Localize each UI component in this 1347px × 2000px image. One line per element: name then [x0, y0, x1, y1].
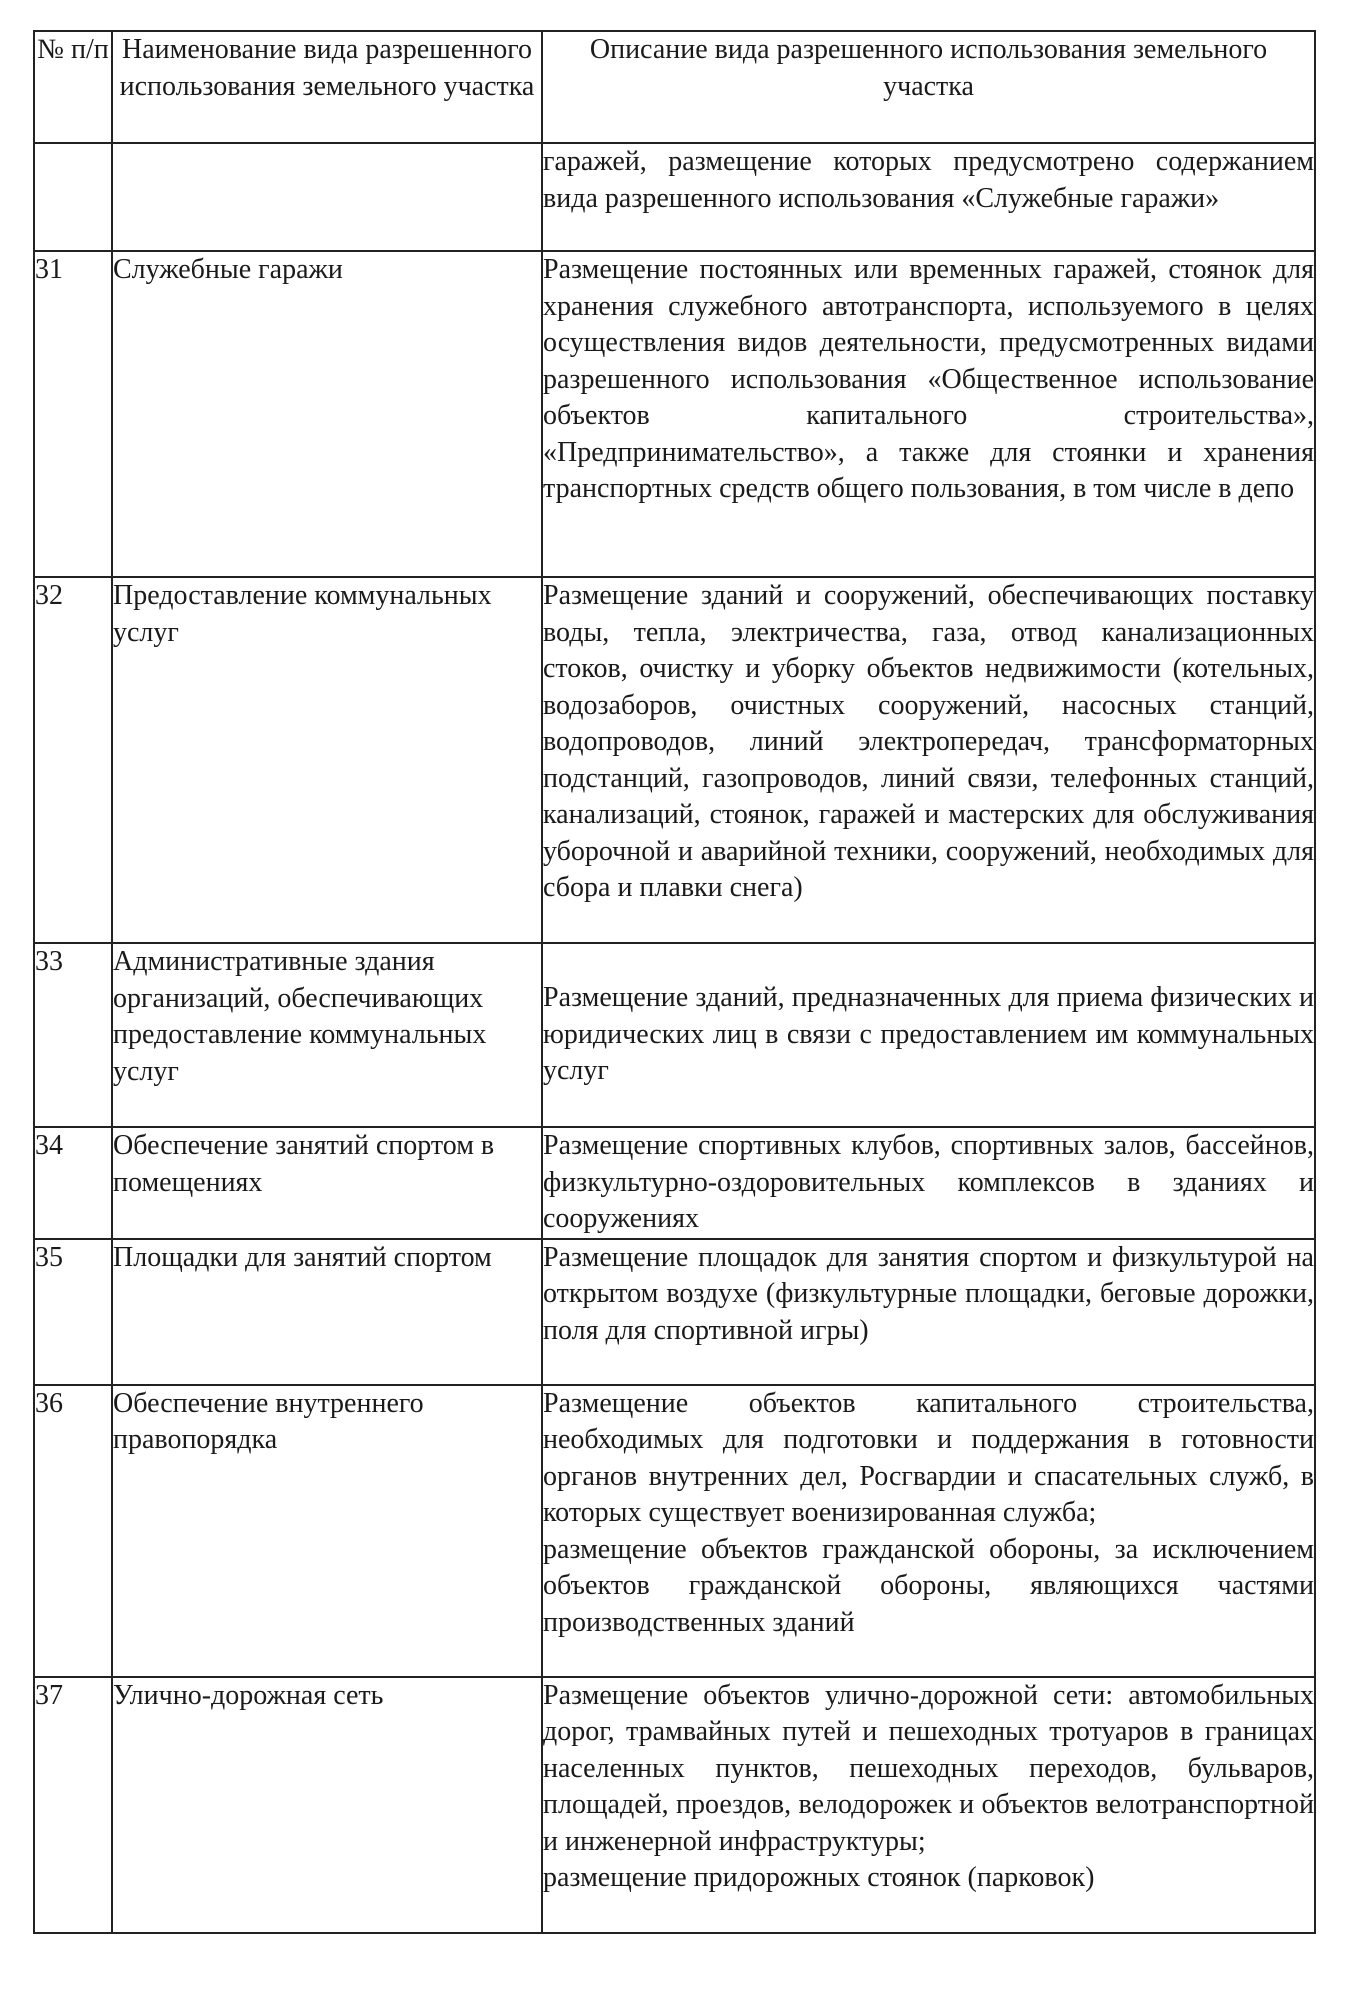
- row-use-description: [542, 943, 1315, 1127]
- table-row: [34, 577, 1315, 943]
- row-use-name: Обеспечение внутреннего правопорядка: [112, 1385, 542, 1677]
- description-paragraph: Размещение объектов улично-дорожной сети: автомобильных дорог, трамвайных путей и пешеходных тротуаров в границах населенных пунктов, пешеходных переходов, бульваров, площадей, проездов, велодорожек и объектов велотранспортной и инженерной инфраструктуры;: [543, 1679, 1314, 1857]
- row-number: 33: [34, 943, 112, 1127]
- row-use-name: Предоставление коммунальных услуг: [112, 577, 542, 943]
- row-use-description: [542, 1127, 1315, 1239]
- row-number: 34: [34, 1127, 112, 1239]
- row-number: 36: [34, 1385, 112, 1677]
- header-use-name: Наименование вида разрешенного использования земельного участка: [112, 31, 542, 143]
- row-number: [34, 143, 112, 251]
- row-number: 31: [34, 251, 112, 577]
- row-use-name: Улично-дорожная сеть: [112, 1677, 542, 1933]
- description-paragraph: Размещение зданий, предназначенных для приема физических и юридических лиц в связи с предоставлением им коммунальных услуг: [543, 982, 1314, 1087]
- row-use-name: Площадки для занятий спортом: [112, 1239, 542, 1385]
- row-use-description: [542, 251, 1315, 577]
- table-header-row: [34, 31, 1315, 143]
- description-paragraph: Размещение объектов капитального строительства, необходимых для подготовки и поддержания в готовности органов внутренних дел, Росгвардии и спасательных служб, в которых существует военизированная служба;: [543, 1387, 1314, 1528]
- row-use-name: Служебные гаражи: [112, 251, 542, 577]
- land-use-table: [33, 30, 1316, 1934]
- description-paragraph: Размещение спортивных клубов, спортивных залов, бассейнов, физкультурно-оздоровительных комплексов в зданиях и сооружениях: [543, 1130, 1314, 1234]
- row-use-description: [542, 1385, 1315, 1677]
- description-paragraph: Размещение площадок для занятия спортом и физкультурой на открытом воздухе (физкультурные площадки, беговые дорожки, поля для спортивной игры): [543, 1241, 1314, 1346]
- header-number: № п/п: [34, 31, 112, 143]
- table-row: [34, 1239, 1315, 1385]
- row-number: 32: [34, 577, 112, 943]
- row-number: 35: [34, 1239, 112, 1385]
- description-paragraph: гаражей, размещение которых предусмотрено содержанием вида разрешенного использования «Служебные гаражи»: [543, 146, 1314, 214]
- description-paragraph: Размещение постоянных или временных гаражей, стоянок для хранения служебного автотранспорта, используемого в целях осуществления видов деятельности, предусмотренных видами разрешенного использования «Общественное использование объектов капитального строительства», «Предпринимательство», а также для стоянки и хранения транспортных средств общего пользования, в том числе в депо: [543, 254, 1314, 504]
- table-row: [34, 1127, 1315, 1239]
- header-use-description: Описание вида разрешенного использования земельного участка: [542, 31, 1315, 143]
- row-use-description: [542, 1677, 1315, 1933]
- table-row: [34, 1677, 1315, 1933]
- row-number: 37: [34, 1677, 112, 1933]
- description-paragraph: размещение объектов гражданской обороны, за исключением объектов гражданской обороны, являющихся частями производственных зданий: [543, 1533, 1314, 1638]
- table-row: [34, 251, 1315, 577]
- row-use-description: [542, 577, 1315, 943]
- description-paragraph: размещение придорожных стоянок (парковок): [543, 1862, 1095, 1893]
- table-row: [34, 143, 1315, 251]
- row-use-description: [542, 1239, 1315, 1385]
- row-use-name: [112, 143, 542, 251]
- row-use-name: Административные здания организаций, обеспечивающих предоставление коммунальных услуг: [112, 943, 542, 1127]
- row-use-description: [542, 143, 1315, 251]
- table-row: [34, 943, 1315, 1127]
- description-paragraph: Размещение зданий и сооружений, обеспечивающих поставку воды, тепла, электричества, газа, отвод канализационных стоков, очистку и уборку объектов недвижимости (котельных, водозаборов, очистных сооружений, насосных станций, водопроводов, линий электропередач, трансформаторных подстанций, газопроводов, линий связи, телефонных станций, канализаций, стоянок, гаражей и мастерских для обслуживания уборочной и аварийной техники, сооружений, необходимых для сбора и плавки снега): [543, 580, 1314, 903]
- table-row: [34, 1385, 1315, 1677]
- row-use-name: Обеспечение занятий спортом в помещениях: [112, 1127, 542, 1239]
